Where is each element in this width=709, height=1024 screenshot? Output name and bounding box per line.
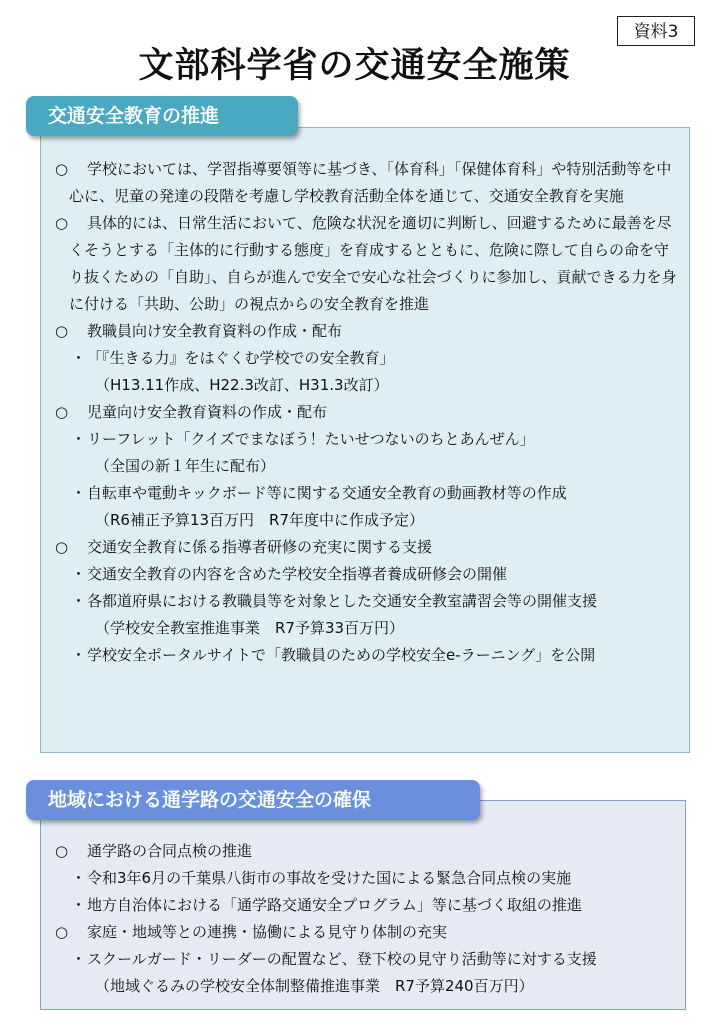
sub-item-text: 令和3年6月の千葉県八街市の事故を受けた国による緊急合同点検の実施 [87, 869, 572, 887]
sub-item-text: 各都道府県における教職員等を対象とした交通安全教室講習会等の開催支援 [87, 592, 598, 610]
sub-item-text: 地方自治体における「通学路交通安全プログラム」等に基づく取組の推進 [87, 896, 582, 914]
sub-item [55, 946, 675, 973]
list-item-text: 交通安全教育に係る指導者研修の充実に関する支援 [87, 538, 433, 556]
circle-bullet-icon: ○ [55, 403, 69, 421]
sub-item-text: リーフレット「クイズでまなぼう！たいせつないのちとあんぜん」 [87, 430, 535, 448]
document-tag: 資料3 [617, 16, 695, 46]
section1-content [55, 156, 680, 669]
sub-item [55, 426, 680, 453]
dot-bullet-icon: ・ [71, 896, 87, 914]
note-text: （H13.11作成、H22.3改訂、H31.3改訂） [95, 376, 389, 394]
dot-bullet-icon: ・ [71, 565, 87, 583]
sub-item-text: 学校安全ポータルサイトで「教職員のための学校安全e-ラーニング」を公開 [87, 646, 596, 664]
circle-bullet-icon: ○ [55, 538, 69, 556]
note-text: （学校安全教室推進事業 R7予算33百万円） [95, 619, 405, 637]
dot-bullet-icon: ・ [71, 430, 87, 448]
sub-item-text: 交通安全教育の内容を含めた学校安全指導者養成研修会の開催 [87, 565, 508, 583]
list-item-text: 通学路の合同点検の推進 [87, 842, 253, 860]
sub-item [55, 642, 680, 669]
note-text: （全国の新１年生に配布） [95, 457, 276, 475]
list-item [55, 919, 675, 946]
page-title: 文部科学省の交通安全施策 [138, 46, 571, 86]
dot-bullet-icon: ・ [71, 592, 87, 610]
circle-bullet-icon: ○ [55, 842, 69, 860]
list-item [55, 318, 680, 345]
dot-bullet-icon: ・ [71, 646, 87, 664]
dot-bullet-icon: ・ [71, 484, 87, 502]
list-item [55, 210, 680, 318]
list-item [55, 838, 675, 865]
sub-item-text: 「『生きる力』をはぐくむ学校での安全教育」 [87, 349, 395, 367]
sub-item [55, 480, 680, 507]
sub-item [55, 561, 680, 588]
note-text: （R6補正予算13百万円 R7年度中に作成予定） [95, 511, 425, 529]
section1-heading: 交通安全教育の推進 [26, 96, 298, 136]
sub-item [55, 892, 675, 919]
sub-item-text: 自転車や電動キックボード等に関する交通安全教育の動画教材等の作成 [87, 484, 567, 502]
sub-item [55, 588, 680, 615]
dot-bullet-icon: ・ [71, 950, 87, 968]
list-item-text: 学校においては、学習指導要領等に基づき、「体育科」「保健体育科」や特別活動等を中心に、児童の発達の段階を考慮し学校教育活動全体を通じて、交通安全教育を実施 [69, 160, 672, 205]
circle-bullet-icon: ○ [55, 923, 69, 941]
dot-bullet-icon: ・ [71, 869, 87, 887]
list-item [55, 399, 680, 426]
list-item-text: 児童向け安全教育資料の作成・配布 [87, 403, 328, 421]
list-item [55, 156, 680, 210]
sub-item [55, 865, 675, 892]
circle-bullet-icon: ○ [55, 214, 69, 232]
circle-bullet-icon: ○ [55, 322, 69, 340]
sub-item-text: スクールガード・リーダーの配置など、登下校の見守り活動等に対する支援 [87, 950, 597, 968]
section2-heading: 地域における通学路の交通安全の確保 [26, 780, 480, 820]
circle-bullet-icon: ○ [55, 160, 69, 178]
list-item-text: 具体的には、日常生活において、危険な状況を適切に判断し、回避するために最善を尽くそうとする「主体的に行動する態度」を育成するとともに、危険に際して自らの命を守り抜くための「自助」、自らが進んで安全で安心な社会づくりに参加し、貢献できる力を身に付ける「共助、公助」の視点からの安全教育を推進 [69, 214, 677, 313]
sub-item [55, 345, 680, 372]
list-item [55, 534, 680, 561]
list-item-text: 教職員向け安全教育資料の作成・配布 [87, 322, 343, 340]
section2-content [55, 838, 675, 1000]
list-item-text: 家庭・地域等との連携・協働による見守り体制の充実 [87, 923, 448, 941]
dot-bullet-icon: ・ [71, 349, 87, 367]
note-text: （地域ぐるみの学校安全体制整備推進事業 R7予算240百万円） [95, 977, 534, 995]
